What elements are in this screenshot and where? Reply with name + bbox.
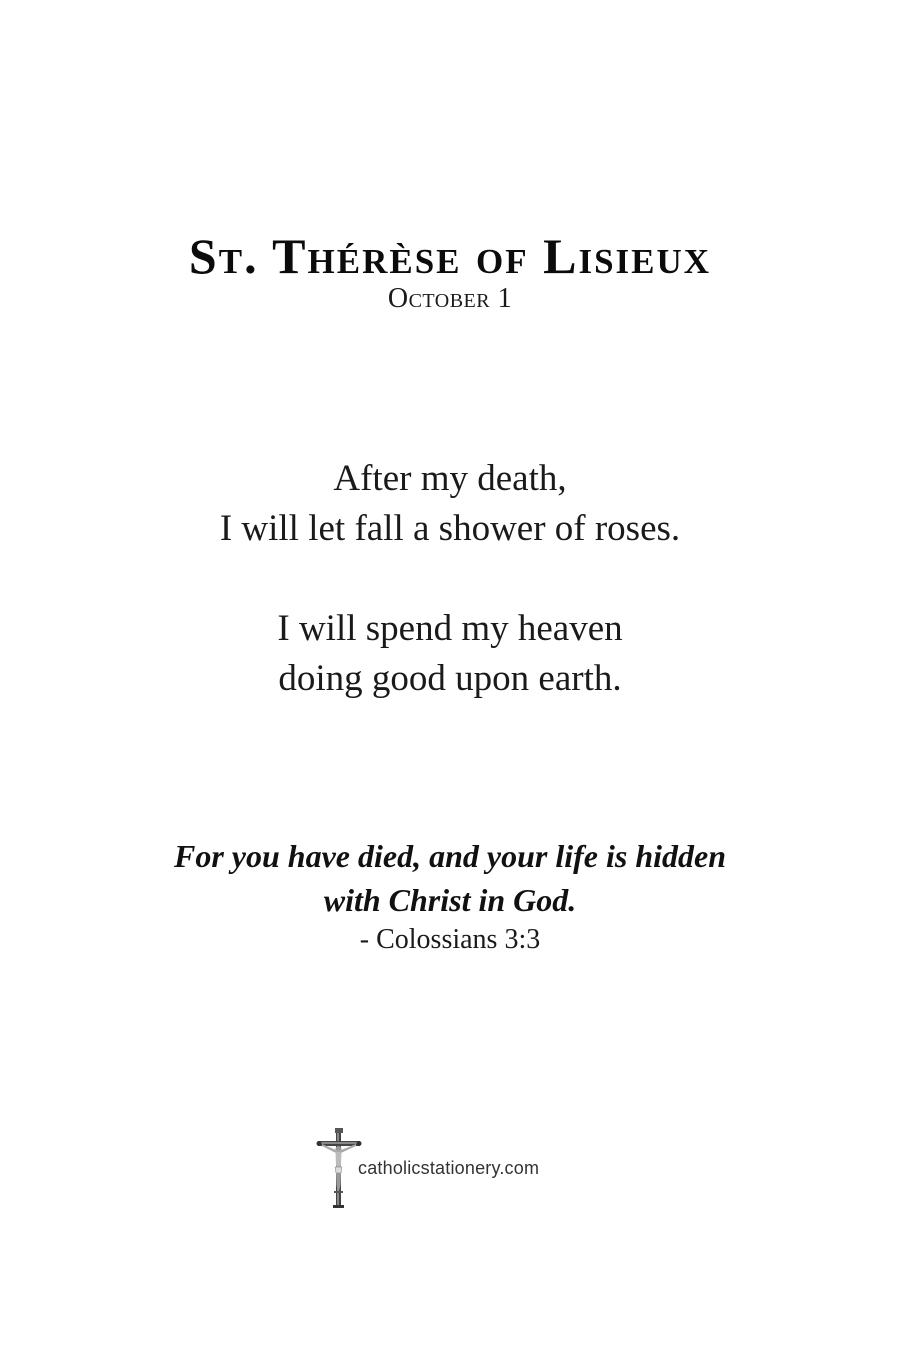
- feast-date: October 1: [387, 283, 513, 314]
- brand-footer: [316, 1126, 539, 1210]
- quote-line: After my death,: [333, 458, 567, 499]
- quote-line: I will let fall a shower of roses.: [219, 508, 681, 549]
- saint-quote: [0, 454, 900, 704]
- scripture-verse-line: For you have died, and your life is hidden: [173, 838, 726, 874]
- crucifix-icon: [316, 1127, 362, 1209]
- website-url[interactable]: catholicstationery.com: [358, 1157, 540, 1178]
- quote-line: I will spend my heaven: [277, 608, 623, 649]
- stanza-divider: [0, 554, 900, 604]
- quote-line: doing good upon earth.: [278, 658, 622, 699]
- scripture-verse-line: with Christ in God.: [323, 882, 577, 918]
- scripture-block: [0, 834, 900, 958]
- title-block: [0, 228, 900, 314]
- scripture-reference: - Colossians 3:3: [359, 924, 541, 955]
- page-title: St. Thérèse of Lisieux: [188, 228, 712, 284]
